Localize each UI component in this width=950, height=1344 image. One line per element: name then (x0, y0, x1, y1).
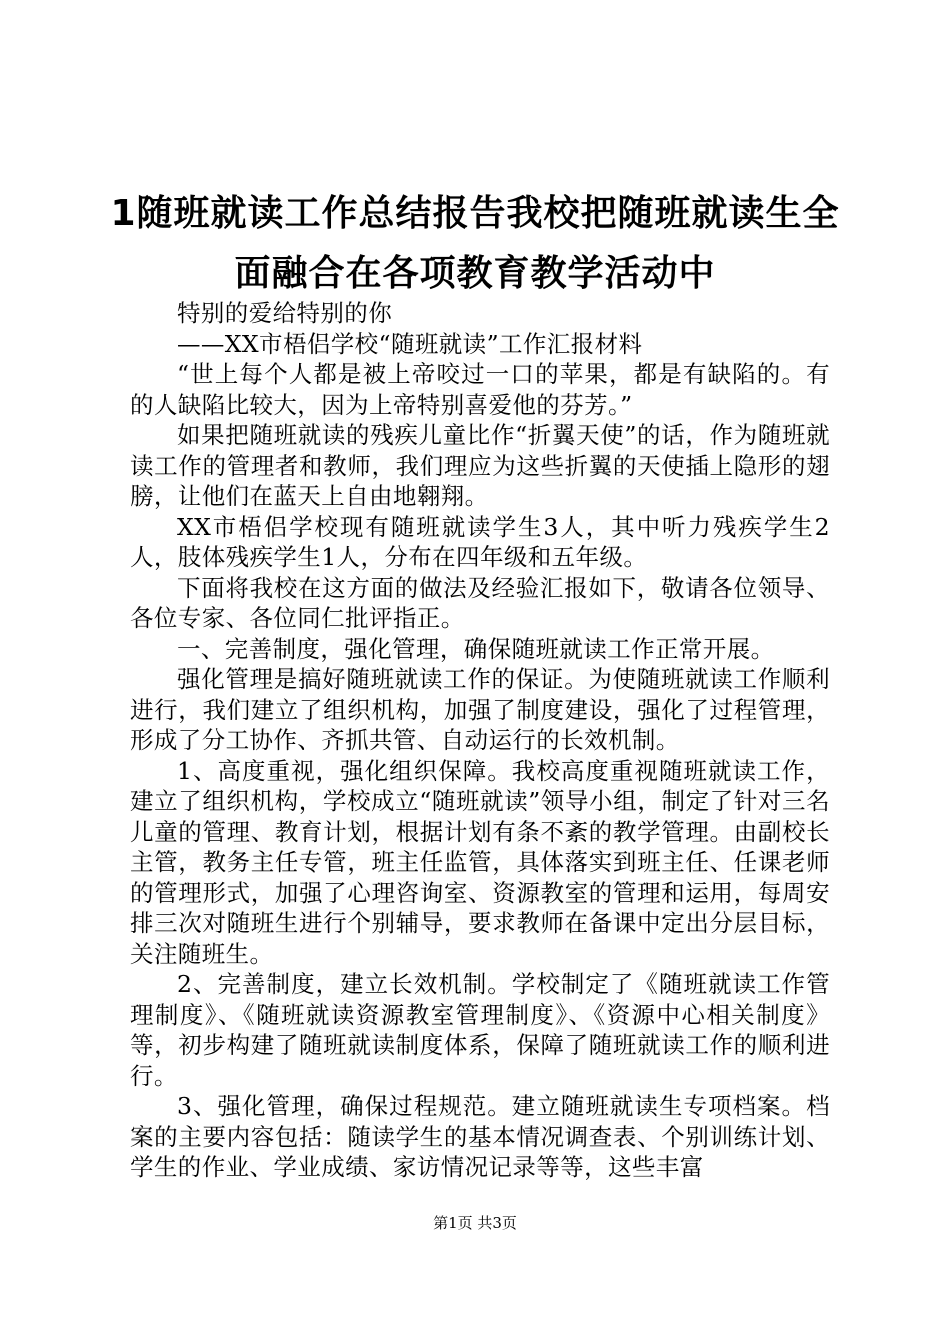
quote-paragraph: “世上每个人都是被上帝咬过一口的苹果，都是有缺陷的。有的人缺陷比较大，因为上帝特别喜爱他的芬芳。” (130, 360, 830, 419)
section-heading: 一、完善制度，强化管理，确保随班就读工作正常开展。 (177, 634, 775, 663)
body-paragraph: 3、强化管理，确保过程规范。建立随班就读生专项档案。档案的主要内容包括：随读学生的基本情况调查表、个别训练计划、学生的作业、学业成绩、家访情况记录等等，这些丰富 (130, 1092, 830, 1181)
report-source-line: ——XX市梧侣学校“随班就读”工作汇报材料 (177, 329, 643, 358)
document-title: 1随班就读工作总结报告我校把随班就读生全面融合在各项教育教学活动中 (110, 193, 840, 294)
subtitle-line: 特别的爱给特别的你 (177, 299, 393, 327)
page-footer: 第1页 共3页 (433, 1214, 517, 1232)
body-paragraph: 下面将我校在这方面的做法及经验汇报如下，敬请各位领导、各位专家、各位同仁批评指正。 (130, 573, 830, 632)
body-paragraph: 1、高度重视，强化组织保障。我校高度重视随班就读工作，建立了组织机构，学校成立“随班就读”领导小组，制定了针对三名儿童的管理、教育计划，根据计划有条不紊的教学管理。由副校长主管，教务主任专管，班主任监管，具体落实到班主任、任课老师的管理形式，加强了心理咨询室、资源教室的管理和运用，每周安排三次对随班生进行个别辅导，要求教师在备课中定出分层目标，关注随班生。 (130, 756, 830, 968)
body-paragraph: 强化管理是搞好随班就读工作的保证。为使随班就读工作顺利进行，我们建立了组织机构，加强了制度建设，强化了过程管理，形成了分工协作、齐抓共管、自动运行的长效机制。 (130, 665, 830, 754)
body-paragraph: 2、完善制度，建立长效机制。学校制定了《随班就读工作管理制度》、《随班就读资源教室管理制度》、《资源中心相关制度》等，初步构建了随班就读制度体系，保障了随班就读工作的顺利进行。 (130, 970, 830, 1090)
body-paragraph: XX市梧侣学校现有随班就读学生3人，其中听力残疾学生2人，肢体残疾学生1人，分布在四年级和五年级。 (130, 512, 830, 571)
body-paragraph: 如果把随班就读的残疾儿童比作“折翼天使”的话，作为随班就读工作的管理者和教师，我们理应为这些折翼的天使插上隐形的翅膀，让他们在蓝天上自由地翱翔。 (130, 421, 830, 510)
document-body (130, 298, 830, 1183)
